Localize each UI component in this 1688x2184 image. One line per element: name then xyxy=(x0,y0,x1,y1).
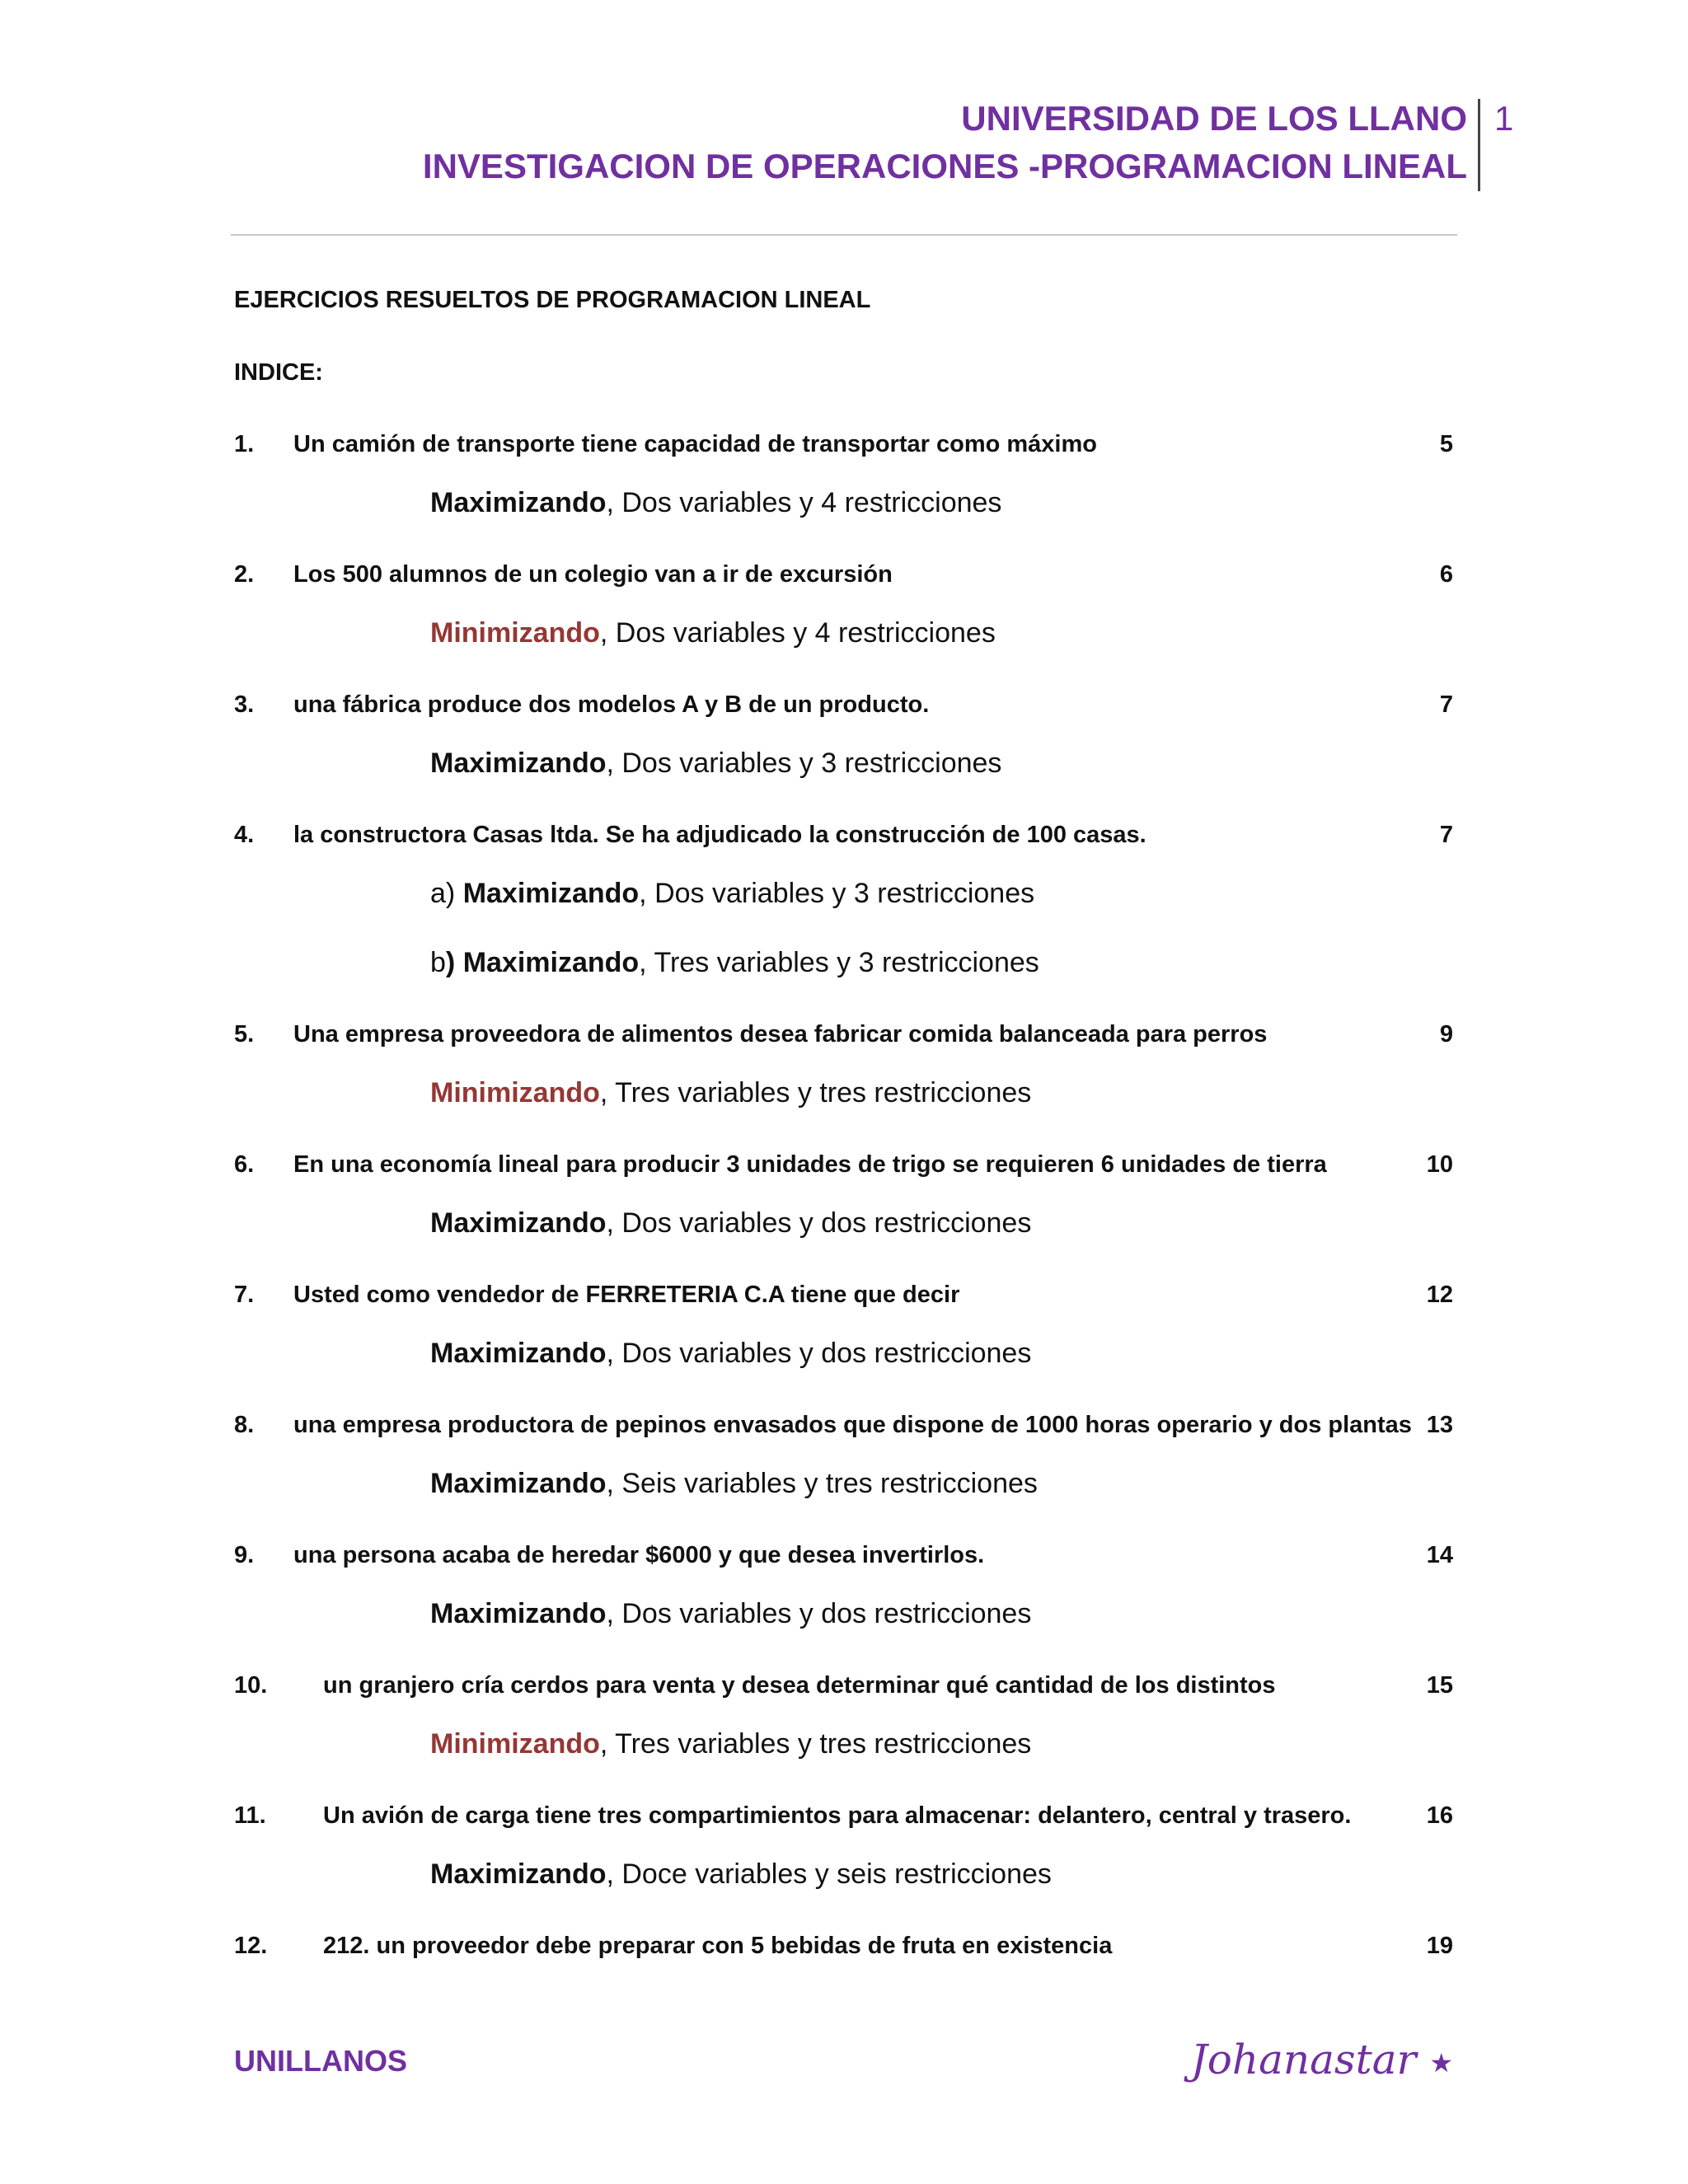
subtitle-description: , Dos variables y 4 restricciones xyxy=(599,617,996,649)
footer-signature-text: Johanastar xyxy=(1190,2036,1417,2083)
subtitle-description: , Dos variables y 3 restricciones xyxy=(639,878,1035,909)
toc-entry-page: 10 xyxy=(1426,1151,1453,1178)
toc-entry-page: 7 xyxy=(1439,822,1453,848)
toc-entry-subtitle xyxy=(430,1207,1031,1240)
subtitle-description: , Tres variables y tres restricciones xyxy=(599,1728,1032,1760)
toc-entry-subtitle xyxy=(430,748,1001,780)
toc-entry-page: 14 xyxy=(1426,1542,1453,1568)
toc-entry-subtitle xyxy=(430,1468,1038,1500)
toc-entry-title[interactable]: En una economía lineal para producir 3 unidades de trigo se requieren 6 unidades de tierra xyxy=(293,1151,1327,1178)
toc-entry-page: 13 xyxy=(1426,1412,1453,1438)
header-page-number: 1 xyxy=(1494,99,1514,138)
maximize-keyword: Maximizando xyxy=(430,1338,607,1369)
star-icon: ★ xyxy=(1429,2047,1453,2079)
subtitle-description: , Tres variables y tres restricciones xyxy=(599,1077,1032,1108)
toc-entry-subtitle xyxy=(430,1338,1031,1370)
minimize-keyword: Minimizando xyxy=(430,1728,600,1760)
header-university: UNIVERSIDAD DE LOS LLANO xyxy=(961,99,1467,138)
toc-entry-number: 12. xyxy=(234,1933,268,1959)
toc-entry-subtitle xyxy=(430,487,1001,519)
subtitle-description: , Dos variables y dos restricciones xyxy=(606,1598,1032,1629)
toc-entry-subtitle xyxy=(430,878,1034,910)
toc-entry-subtitle xyxy=(430,1728,1031,1760)
maximize-keyword: ) Maximizando xyxy=(445,947,640,978)
subtitle-description: , Dos variables y dos restricciones xyxy=(606,1207,1032,1239)
toc-entry-title[interactable]: Una empresa proveedora de alimentos desea fabricar comida balanceada para perros xyxy=(293,1021,1268,1047)
toc-entry-page: 12 xyxy=(1426,1282,1453,1308)
toc-entry-page: 6 xyxy=(1439,561,1453,588)
maximize-keyword: Maximizando xyxy=(430,1207,607,1239)
toc-entry-title[interactable]: una empresa productora de pepinos envasados que dispone de 1000 horas operario y dos plantas xyxy=(293,1412,1412,1438)
toc-entry-page: 19 xyxy=(1426,1933,1453,1959)
subtitle-description: , Dos variables y 4 restricciones xyxy=(606,487,1002,518)
header-separator xyxy=(1478,99,1480,191)
toc-entry-title[interactable]: una fábrica produce dos modelos A y B de un producto. xyxy=(293,691,930,718)
minimize-keyword: Minimizando xyxy=(430,617,600,649)
toc-entry-title[interactable]: un granjero cría cerdos para venta y desea determinar qué cantidad de los distintos xyxy=(323,1672,1276,1699)
toc-entry-subtitle xyxy=(430,1858,1052,1891)
toc-entry-title[interactable]: Un avión de carga tiene tres compartimientos para almacenar: delantero, central y trasero. xyxy=(323,1802,1352,1829)
toc-entry-number: 4. xyxy=(234,822,255,848)
toc-entry-title[interactable]: 212. un proveedor debe preparar con 5 bebidas de fruta en existencia xyxy=(323,1933,1113,1959)
toc-entry-number: 8. xyxy=(234,1412,255,1438)
subtitle-description: , Doce variables y seis restricciones xyxy=(606,1858,1052,1890)
index-label: INDICE: xyxy=(234,359,323,386)
toc-entry-title[interactable]: Usted como vendedor de FERRETERIA C.A tiene que decir xyxy=(293,1282,960,1308)
toc-entry-number: 11. xyxy=(234,1802,266,1829)
maximize-keyword: Maximizando xyxy=(430,487,607,518)
footer-signature xyxy=(1191,2036,1453,2083)
header-rule xyxy=(231,234,1457,236)
footer-left-text: UNILLANOS xyxy=(234,2044,407,2078)
header-course: INVESTIGACION DE OPERACIONES -PROGRAMACION LINEAL xyxy=(422,147,1467,185)
toc-entry-subtitle xyxy=(430,1077,1031,1109)
subtitle-description: , Seis variables y tres restricciones xyxy=(606,1468,1038,1499)
toc-entry-subtitle xyxy=(430,1598,1031,1630)
toc-entry-number: 10. xyxy=(234,1672,268,1699)
subtitle-prefix: b xyxy=(430,947,446,978)
toc-entry-number: 5. xyxy=(234,1021,255,1047)
toc-entry-page: 16 xyxy=(1426,1802,1453,1829)
toc-entry-title[interactable]: Los 500 alumnos de un colegio van a ir de excursión xyxy=(293,561,893,588)
minimize-keyword: Minimizando xyxy=(430,1077,600,1108)
toc-entry-title[interactable]: una persona acaba de heredar $6000 y que desea invertirlos. xyxy=(293,1542,985,1568)
toc-entry-number: 3. xyxy=(234,691,255,718)
toc-entry-number: 1. xyxy=(234,431,255,457)
toc-entry-subtitle xyxy=(430,617,996,649)
toc-entry-subtitle xyxy=(430,947,1039,979)
toc-entry-number: 6. xyxy=(234,1151,255,1178)
maximize-keyword: Maximizando xyxy=(430,1598,607,1629)
toc-entry-page: 5 xyxy=(1439,431,1453,457)
toc-entry-title[interactable]: la constructora Casas ltda. Se ha adjudicado la construcción de 100 casas. xyxy=(293,822,1146,848)
toc-entry-page: 9 xyxy=(1439,1021,1453,1047)
document-title: EJERCICIOS RESUELTOS DE PROGRAMACION LINEAL xyxy=(234,287,871,313)
maximize-keyword: Maximizando xyxy=(430,748,607,779)
toc-entry-number: 2. xyxy=(234,561,255,588)
maximize-keyword: Maximizando xyxy=(430,1858,607,1890)
subtitle-prefix: a) xyxy=(430,878,463,909)
toc-entry-number: 9. xyxy=(234,1542,255,1568)
maximize-keyword: Maximizando xyxy=(430,1468,607,1499)
toc-entry-title[interactable]: Un camión de transporte tiene capacidad de transportar como máximo xyxy=(293,431,1097,457)
toc-entry-page: 15 xyxy=(1426,1672,1453,1699)
maximize-keyword: Maximizando xyxy=(462,878,640,909)
subtitle-description: , Tres variables y 3 restricciones xyxy=(639,947,1039,978)
subtitle-description: , Dos variables y dos restricciones xyxy=(606,1338,1032,1369)
subtitle-description: , Dos variables y 3 restricciones xyxy=(606,748,1002,779)
toc-entry-number: 7. xyxy=(234,1282,255,1308)
toc-entry-page: 7 xyxy=(1439,691,1453,718)
